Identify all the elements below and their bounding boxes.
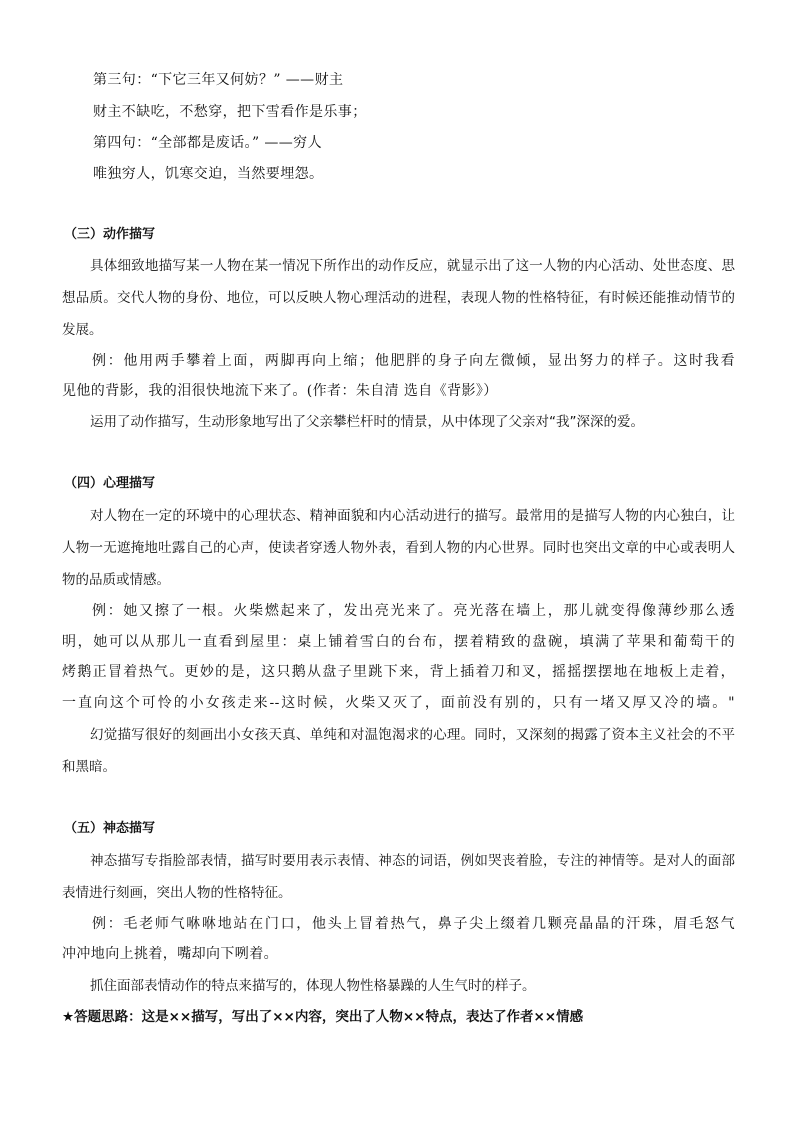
- analysis-line: 和黑暗。: [62, 759, 116, 775]
- example-line: 冲冲地向上挑着，嘴却向下咧着。: [62, 946, 278, 962]
- section-body-line: 人物一无遮掩地吐露自己的心声，使读者穿透人物外表，看到人物的内心世界。同时也突出文章的中心或表明人: [62, 540, 735, 556]
- example-line: 明，她可以从那儿一直看到屋里：桌上铺着雪白的台布，摆着精致的盘碗，填满了苹果和葡萄干的: [62, 634, 735, 650]
- section-heading-psychology: （四）心理描写: [64, 476, 156, 491]
- example-line: 例：她又擦了一根。火柴燃起来了，发出亮光来了。亮光落在墙上，那儿就变得像薄纱那么透: [92, 603, 735, 619]
- section-body-line: 发展。: [62, 322, 103, 338]
- analysis-line: 抓住面部表情动作的特点来描写的，体现人物性格暴躁的人生气时的样子。: [90, 978, 536, 994]
- quote-line-1: 第三句：“下它三年又何妨？” ——财主: [93, 72, 344, 88]
- section-body-line: 对人物在一定的环境中的心理状态、精神面貌和内心活动进行的描写。最常用的是描写人物的内心独白，让: [90, 508, 735, 524]
- section-heading-expression: （五）神态描写: [64, 821, 156, 836]
- section-body-line: 神态描写专指脸部表情，描写时要用表示表情、神态的词语，例如哭丧着脸，专注的神情等。是对人的面部: [90, 853, 735, 869]
- quote-line-3: 第四句：“全部都是废话。” ——穷人: [93, 135, 322, 151]
- quote-line-4: 唯独穷人，饥寒交迫，当然要埋怨。: [93, 166, 324, 182]
- section-body-line: 物的品质或情感。: [62, 572, 170, 588]
- example-line: 烤鹅正冒着热气。更妙的是，这只鹅从盘子里跳下来，背上插着刀和叉，摇摇摆摆地在地板上走着，: [62, 664, 735, 680]
- answer-tip: ★答题思路：这是××描写，写出了××内容，突出了人物××特点，表达了作者××情感: [62, 1009, 584, 1025]
- section-heading-action: （三）动作描写: [64, 227, 156, 242]
- example-line: 见他的背影，我的泪很快地流下来了。(作者：朱自清 选自《背影》）: [62, 383, 498, 399]
- analysis-line: 运用了动作描写，生动形象地写出了父亲攀栏杆时的情景，从中体现了父亲对“我”深深的爱。: [90, 414, 644, 430]
- example-line: 例：毛老师气咻咻地站在门口，他头上冒着热气，鼻子尖上缀着几颗亮晶晶的汗珠，眉毛怒气: [92, 916, 735, 932]
- section-body-line: 具体细致地描写某一人物在某一情况下所作出的动作反应，就显示出了这一人物的内心活动、处世态度、思: [90, 258, 735, 274]
- analysis-line: 幻觉描写很好的刻画出小女孩天真、单纯和对温饱渴求的心理。同时，又深刻的揭露了资本主义社会的不平: [90, 727, 735, 743]
- example-line: 例：他用两手攀着上面，两脚再向上缩；他肥胖的身子向左微倾，显出努力的样子。这时我看: [92, 353, 735, 369]
- example-line: 一直向这个可怜的小女孩走来--这时候，火柴又灭了，面前没有别的，只有一堵又厚又冷的墙。": [62, 695, 735, 711]
- section-body-line: 想品质。交代人物的身份、地位，可以反映人物心理活动的进程，表现人物的性格特征，有时候还能推动情节的: [62, 290, 735, 306]
- quote-line-2: 财主不缺吃，不愁穿，把下雪看作是乐事；: [93, 104, 367, 120]
- section-body-line: 表情进行刻画，突出人物的性格特征。: [62, 885, 292, 901]
